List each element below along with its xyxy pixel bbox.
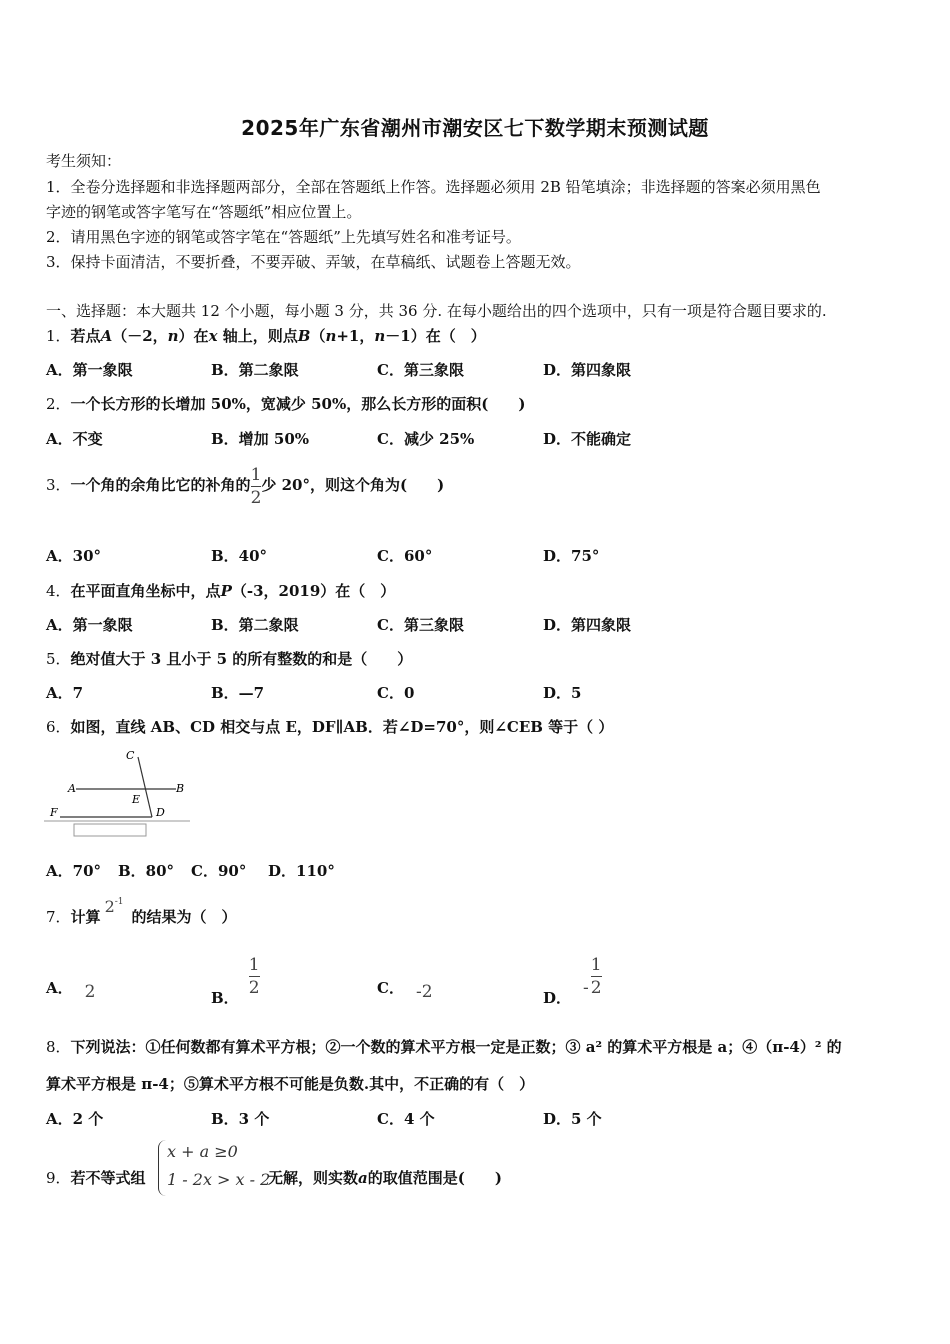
label-d: D (156, 806, 165, 819)
figure-caption-box (74, 824, 146, 836)
notice-item-1a: 1．全卷分选择题和非选择题两部分，全部在答题纸上作答。选择题必须用 2B 铅笔填涂；非选择题的答案必须用黑色 (46, 178, 821, 196)
option-c[interactable]: C．4 个 (377, 1110, 435, 1128)
inequality-system (158, 1140, 269, 1196)
question-number: 8． (46, 1038, 71, 1056)
option-c[interactable]: C．60° (377, 547, 433, 565)
q6-figure (42, 745, 192, 840)
option-c[interactable]: C．第三象限 (377, 361, 464, 379)
q2-options (46, 428, 906, 452)
fraction-one-half (249, 955, 260, 998)
option-c[interactable]: C．减少 25% (377, 430, 475, 448)
question-9-prefix (46, 1167, 146, 1189)
q1-text: （ (310, 327, 326, 345)
option-b[interactable]: B．—7 (211, 684, 265, 702)
option-d[interactable]: D．第四象限 (543, 616, 632, 634)
q1-options (46, 359, 906, 383)
q1-var-n: n (374, 327, 386, 345)
option-d[interactable]: D．不能确定 (543, 430, 632, 448)
fraction-numerator: 1 (590, 955, 602, 975)
question-number: 3． (46, 476, 71, 494)
inequality-2: 1 - 2x > x - 2 (167, 1170, 271, 1189)
notice-item-2: 2．请用黑色字迹的钢笔或答字笔在“答题纸”上先填写姓名和准考证号。 (46, 228, 521, 246)
q7-text: 计算 (70, 908, 101, 926)
q5-text: 绝对值大于 3 且小于 5 的所有整数的和是（ ） (70, 650, 413, 668)
q1-var-B: B (297, 327, 311, 345)
q9-text: 若不等式组 (70, 1169, 146, 1187)
label-c: C (126, 749, 135, 762)
option-c[interactable] (377, 977, 433, 1002)
option-a[interactable]: A．30° (46, 547, 102, 565)
option-b[interactable]: B．80° (118, 862, 175, 880)
question-8-line-2: 算术平方根是 π-4；⑤算术平方根不可能是负数.其中，不正确的有（ ） (46, 1075, 535, 1093)
q6-text: 如图，直线 AB、CD 相交与点 E，DF∥AB．若∠D=70°，则∠CEB 等于（ ） (70, 718, 614, 736)
q1-text: +1， (336, 327, 375, 345)
option-d[interactable]: D．第四象限 (543, 361, 632, 379)
page-title: 2025年广东省潮州市潮安区七下数学期末预测试题 (241, 116, 709, 140)
question-4 (46, 580, 395, 602)
q9-var-a: a (358, 1169, 368, 1187)
q9-text: 的取值范围是( ) (367, 1169, 502, 1187)
question-number: 6． (46, 718, 71, 736)
question-9-suffix (268, 1167, 502, 1189)
q7-exponent: -1 (114, 897, 124, 907)
label-b: B (176, 782, 185, 795)
question-3 (46, 463, 444, 508)
option-c[interactable]: C．90° (191, 862, 247, 880)
q3-text: 一个角的余角比它的补角的 (70, 476, 251, 494)
option-label: C． (377, 979, 404, 997)
option-d[interactable]: D．110° (268, 862, 335, 880)
question-number: 1． (46, 327, 71, 345)
q7-text: 的结果为（ ） (131, 908, 237, 926)
fraction-numerator: 1 (248, 955, 260, 975)
question-7 (46, 897, 237, 931)
question-number: 5． (46, 650, 71, 668)
notice-heading: 考生须知： (46, 152, 122, 170)
q3-text: 少 20°，则这个角为( ) (261, 476, 445, 494)
question-number: 4． (46, 582, 71, 600)
q6-options (46, 860, 906, 884)
option-value: 2 (84, 982, 96, 1002)
option-d[interactable]: D．5 (543, 684, 582, 702)
option-c[interactable]: C．0 (377, 684, 415, 702)
option-a[interactable]: A．第一象限 (46, 616, 133, 634)
option-a[interactable]: A．第一象限 (46, 361, 133, 379)
q1-var-A: A (100, 327, 113, 345)
q1-var-x: x (208, 327, 218, 345)
option-a[interactable]: A．2 个 (46, 1110, 104, 1128)
q3-options (46, 545, 906, 569)
question-2 (46, 393, 525, 415)
q7-options (46, 955, 906, 1007)
q1-var-n: n (325, 327, 337, 345)
option-d[interactable]: D．5 个 (543, 1110, 602, 1128)
q4-options (46, 614, 906, 638)
option-label: A． (46, 979, 73, 997)
label-f: F (50, 806, 58, 819)
option-a[interactable]: A．7 (46, 684, 84, 702)
label-e: E (132, 793, 141, 806)
label-a: A (68, 782, 76, 795)
section-heading: 一、选择题：本大题共 12 个小题，每小题 3 分，共 36 分. 在每小题给出的四个选项中，只有一项是符合题目要求的. (46, 302, 827, 320)
fraction-denominator: 2 (248, 978, 260, 998)
notice-item-3: 3．保持卡面清洁，不要折叠，不要弄破、弄皱，在草稿纸、试题卷上答题无效。 (46, 253, 581, 271)
q4-text: （-3，2019）在（ ） (231, 582, 396, 600)
option-a[interactable]: A．70° (46, 862, 102, 880)
q1-text: （－2， (112, 327, 168, 345)
option-label: D． (543, 988, 572, 1007)
q2-text: 一个长方形的长增加 50%，宽减少 50%，那么长方形的面积( ) (70, 395, 526, 413)
fraction-numerator: 1 (250, 464, 262, 485)
inequality-1: x + a ≥0 (167, 1142, 238, 1161)
fraction-denominator: 2 (250, 487, 262, 508)
q4-var-P: P (220, 582, 232, 600)
fraction-denominator: 2 (590, 978, 602, 998)
q8-text: 下列说法：①任何数都有算术平方根；②一个数的算术平方根一定是正数；③ a² 的算术平方根是 a；④（π-4）² 的 (70, 1038, 842, 1056)
q1-text: －1）在（ ） (385, 327, 486, 345)
q1-text: 若点 (70, 327, 101, 345)
option-b[interactable]: B．第二象限 (211, 361, 299, 379)
q5-options (46, 682, 906, 706)
line-cd (138, 757, 152, 817)
fraction-one-half (251, 465, 262, 508)
q8-options (46, 1108, 906, 1132)
option-a[interactable] (46, 977, 96, 1002)
option-d[interactable]: D．75° (543, 547, 600, 565)
q1-text: ）在 (178, 327, 209, 345)
option-b[interactable]: B．增加 50% (211, 430, 310, 448)
notice-item-1b: 字迹的钢笔或答字笔写在“答题纸”相应位置上。 (46, 203, 362, 221)
option-b[interactable] (211, 955, 260, 1007)
q4-text: 在平面直角坐标中，点 (70, 582, 221, 600)
option-b[interactable]: B．第二象限 (211, 616, 299, 634)
question-6 (46, 716, 613, 738)
q1-text: 轴上，则点 (217, 327, 298, 345)
option-a[interactable]: A．不变 (46, 430, 103, 448)
option-c[interactable]: C．第三象限 (377, 616, 464, 634)
q9-text: 无解，则实数 (268, 1169, 359, 1187)
question-number: 7． (46, 908, 71, 926)
q1-var-n: n (167, 327, 179, 345)
q7-base: 2 (104, 897, 115, 916)
option-label: B． (211, 988, 239, 1007)
question-number: 9． (46, 1169, 71, 1187)
option-value: -2 (415, 982, 433, 1002)
question-5 (46, 648, 412, 670)
option-b[interactable]: B．40° (211, 547, 268, 565)
option-d[interactable] (543, 955, 602, 1007)
question-8-line-1 (46, 1036, 842, 1058)
question-1 (46, 325, 486, 347)
question-number: 2． (46, 395, 71, 413)
option-b[interactable]: B．3 个 (211, 1110, 270, 1128)
fraction-one-half (591, 955, 602, 998)
negative-sign: - (583, 977, 589, 998)
